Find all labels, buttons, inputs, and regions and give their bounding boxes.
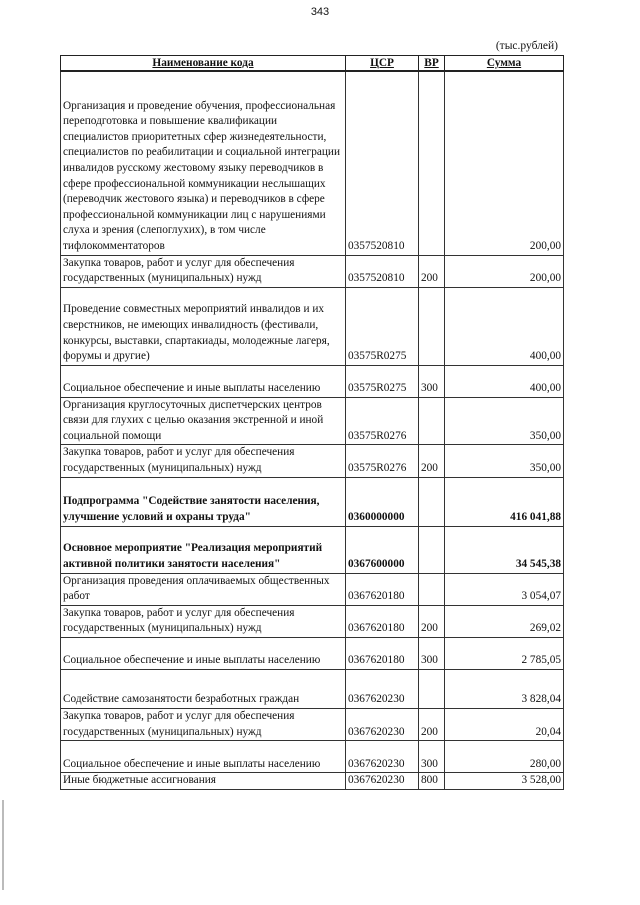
cell-csr: 0367620180	[346, 573, 419, 605]
cell-csr: 0367620230	[346, 773, 419, 790]
margin-mark	[2, 800, 4, 890]
cell-name: Социальное обеспечение и иные выплаты населению	[61, 638, 346, 670]
cell-sum: 350,00	[445, 445, 564, 477]
cell-vr: 300	[419, 365, 445, 397]
cell-name: Организация и проведение обучения, профессиональная переподготовка и повышение квалификации специалистов приоритетных сфер жизнедеятельности, специалистов по реабилитации и социальной интеграции инвалидов русскому жестовому языку переводчиков в сфере профессиональной коммуникации неслышащих (переводчик жестового языка) и переводчиков в сфере профессиональной коммуникации лиц с нарушениями слуха и зрения (слепоглухих), в том числе тифлокомментаторов	[61, 71, 346, 255]
cell-csr: 03575R0276	[346, 445, 419, 477]
cell-vr: 800	[419, 773, 445, 790]
cell-vr: 300	[419, 741, 445, 773]
table-row	[61, 605, 564, 637]
header-vr: ВР	[419, 56, 445, 72]
cell-sum: 200,00	[445, 71, 564, 255]
cell-sum: 3 054,07	[445, 573, 564, 605]
cell-name: Закупка товаров, работ и услуг для обеспечения государственных (муниципальных) нужд	[61, 255, 346, 287]
cell-vr: 200	[419, 709, 445, 741]
cell-sum: 400,00	[445, 365, 564, 397]
cell-csr: 0367620230	[346, 670, 419, 709]
cell-sum: 200,00	[445, 255, 564, 287]
cell-sum: 3 828,04	[445, 670, 564, 709]
budget-table	[60, 55, 564, 790]
table-row	[61, 397, 564, 445]
table-row	[61, 287, 564, 365]
cell-csr: 0367620180	[346, 638, 419, 670]
cell-vr	[419, 397, 445, 445]
table-row	[61, 445, 564, 477]
table-row	[61, 773, 564, 790]
cell-csr: 0367620180	[346, 605, 419, 637]
table-row	[61, 638, 564, 670]
cell-sum: 20,04	[445, 709, 564, 741]
cell-name: Закупка товаров, работ и услуг для обеспечения государственных (муниципальных) нужд	[61, 605, 346, 637]
table-row	[61, 71, 564, 255]
table-row	[61, 709, 564, 741]
cell-name: Иные бюджетные ассигнования	[61, 773, 346, 790]
cell-sum: 3 528,00	[445, 773, 564, 790]
cell-csr: 03575R0275	[346, 365, 419, 397]
cell-csr: 0357520810	[346, 71, 419, 255]
table-row	[61, 670, 564, 709]
table-row	[61, 741, 564, 773]
cell-name: Социальное обеспечение и иные выплаты населению	[61, 741, 346, 773]
cell-name: Закупка товаров, работ и услуг для обеспечения государственных (муниципальных) нужд	[61, 709, 346, 741]
cell-csr: 0360000000	[346, 477, 419, 526]
cell-sum: 34 545,38	[445, 526, 564, 573]
table-body	[61, 71, 564, 789]
cell-sum: 269,02	[445, 605, 564, 637]
cell-vr: 300	[419, 638, 445, 670]
header-sum: Сумма	[445, 56, 564, 72]
cell-name: Организация круглосуточных диспетчерских центров связи для глухих с целью оказания экстренной и иной социальной помощи	[61, 397, 346, 445]
cell-sum: 2 785,05	[445, 638, 564, 670]
cell-csr: 03575R0275	[346, 287, 419, 365]
cell-vr	[419, 71, 445, 255]
cell-sum: 280,00	[445, 741, 564, 773]
table-row	[61, 573, 564, 605]
cell-csr: 0367620230	[346, 741, 419, 773]
cell-csr: 0367600000	[346, 526, 419, 573]
cell-vr: 200	[419, 255, 445, 287]
cell-name: Организация проведения оплачиваемых общественных работ	[61, 573, 346, 605]
cell-name: Основное мероприятие "Реализация мероприятий активной политики занятости населения"	[61, 526, 346, 573]
cell-csr: 03575R0276	[346, 397, 419, 445]
table-row	[61, 477, 564, 526]
cell-sum: 416 041,88	[445, 477, 564, 526]
table-row	[61, 526, 564, 573]
table-row	[61, 255, 564, 287]
table-row	[61, 365, 564, 397]
cell-vr	[419, 670, 445, 709]
cell-name: Проведение совместных мероприятий инвалидов и их сверстников, не имеющих инвалидность (фестивали, конкурсы, выставки, спартакиады, молодежные лагеря, форумы и другие)	[61, 287, 346, 365]
page-number: 343	[310, 6, 330, 18]
cell-csr: 0357520810	[346, 255, 419, 287]
units-label: (тыс.рублей)	[495, 40, 558, 52]
cell-sum: 400,00	[445, 287, 564, 365]
cell-vr	[419, 526, 445, 573]
cell-vr: 200	[419, 445, 445, 477]
cell-vr: 200	[419, 605, 445, 637]
header-csr: ЦСР	[346, 56, 419, 72]
cell-name: Социальное обеспечение и иные выплаты населению	[61, 365, 346, 397]
cell-name: Подпрограмма "Содействие занятости населения, улучшение условий и охраны труда"	[61, 477, 346, 526]
cell-vr	[419, 477, 445, 526]
cell-vr	[419, 573, 445, 605]
cell-vr	[419, 287, 445, 365]
cell-name: Содействие самозанятости безработных граждан	[61, 670, 346, 709]
cell-sum: 350,00	[445, 397, 564, 445]
cell-name: Закупка товаров, работ и услуг для обеспечения государственных (муниципальных) нужд	[61, 445, 346, 477]
table-header-row	[61, 56, 564, 72]
cell-csr: 0367620230	[346, 709, 419, 741]
header-name: Наименование кода	[61, 56, 346, 72]
